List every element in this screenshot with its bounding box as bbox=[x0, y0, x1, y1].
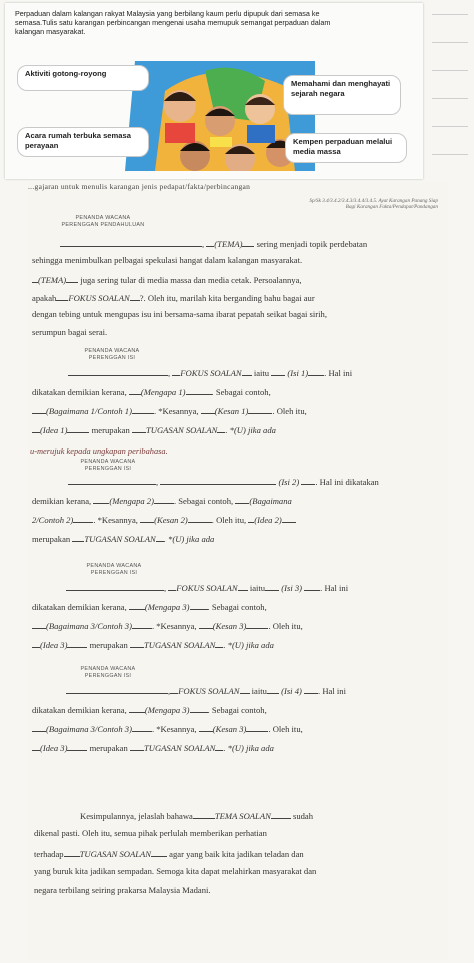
p1-line-2: dikatakan demikian kerana, (Mengapa 1) . Sebagai contoh, bbox=[32, 387, 271, 397]
p4-line-1: , FOKUS SOALAN iaitu (Isi 4) . Hal ini bbox=[66, 684, 346, 697]
question-line: semasa.Tulis satu karangan perbincangan mengenai usaha memupuk semangat perpaduan dalam bbox=[15, 18, 331, 28]
p3-line-2: dikatakan demikian kerana, (Mengapa 3) . Sebagai contoh, bbox=[32, 602, 267, 612]
illustration-banner bbox=[15, 61, 423, 171]
p2-line-4: merupakan TUGASAN SOALAN . *(U) jika ada bbox=[32, 534, 215, 544]
opening-line-5: dengan tebing untuk mengupas isu ini bersama-sama ibarat pepatah seikat bagai sirih, bbox=[32, 309, 327, 319]
closing-line-1: Kesimpulannya, jelaslah bahawa TEMA SOALAN sudah bbox=[80, 811, 314, 821]
discourse-marker-label bbox=[72, 348, 152, 361]
label-text: PENANDA WACANA bbox=[80, 459, 136, 465]
question-card bbox=[5, 3, 423, 179]
label-text: PERENGGAN ISI bbox=[88, 354, 136, 361]
question-line: Perpaduan dalam kalangan rakyat Malaysia yang berbilang kaum perlu dipupuk dari semasa ke bbox=[15, 9, 320, 18]
opening-line-1: , (TEMA) sering menjadi topik perdebatan bbox=[60, 237, 367, 250]
bubble-top-left bbox=[17, 65, 149, 91]
bubble-text: Kempen perpaduan melalui media massa bbox=[293, 137, 393, 156]
bubble-bottom-right bbox=[285, 133, 407, 163]
opening-line-2: sehingga menimbulkan pelbagai spekulasi hangat dalam kalangan masyarakat. bbox=[32, 255, 303, 265]
opening-line-3: (TEMA) juga sering tular di media massa dan media cetak. Persoalannya, bbox=[32, 273, 302, 286]
reference-line: Bagi Karangan Fakta/Pendapat/Pandangan bbox=[345, 204, 438, 211]
p1-line-1: , FOKUS SOALAN iaitu (Isi 1) . Hal ini bbox=[68, 366, 352, 379]
label-text: PENANDA WACANA bbox=[80, 666, 136, 672]
label-text: PENANDA WACANA bbox=[75, 215, 131, 221]
bubble-text: Acara rumah terbuka semasa perayaan bbox=[25, 131, 131, 150]
closing-line-3: terhadap TUGASAN SOALAN agar yang baik kita jadikan teladan dan bbox=[34, 849, 304, 859]
label-text: PERENGGAN ISI bbox=[84, 672, 132, 679]
opening-line-4: apakah FOKUS SOALAN ?. Oleh itu, marilah kita berganding bahu bagai aur bbox=[32, 293, 315, 303]
question-text bbox=[15, 9, 415, 37]
discourse-marker-label bbox=[74, 563, 154, 576]
essay-template-page bbox=[28, 182, 448, 960]
p2-line-1: , (Isi 2) . Hal ini dikatakan bbox=[68, 475, 379, 488]
label-text: PERENGGAN PENDAHULUAN bbox=[61, 221, 145, 228]
label-text: PERENGGAN ISI bbox=[90, 569, 138, 576]
bubble-text: Memahami dan menghayati sejarah negara bbox=[291, 79, 391, 98]
p4-line-2: dikatakan demikian kerana, (Mengapa 3) . Sebagai contoh, bbox=[32, 705, 267, 715]
reference-line: Sp/Sk 3.4/3.4.2/3.4.3/3.4.4/3.4.5. Ayat Karangan Panang Siap bbox=[309, 198, 438, 204]
closing-line-4: yang buruk kita jadikan sempadan. Semoga kita dapat melahirkan masyarakat dan bbox=[34, 866, 317, 876]
question-line: kalangan masyarakat. bbox=[15, 27, 86, 37]
label-text: PENANDA WACANA bbox=[84, 348, 140, 354]
label-text: PERENGGAN ISI bbox=[84, 465, 132, 472]
bubble-text: Aktiviti gotong-royong bbox=[25, 69, 107, 78]
discourse-marker-label bbox=[68, 459, 148, 472]
discourse-marker-label bbox=[58, 215, 148, 228]
discourse-marker-label bbox=[68, 666, 148, 679]
p1-line-4: (Idea 1) merupakan TUGASAN SOALAN . *(U) jika ada bbox=[32, 423, 276, 436]
p2-line-3: 2/Contoh 2) . *Kesannya, (Kesan 2) . Oleh itu, (Idea 2) bbox=[32, 513, 296, 526]
idiom-note: u-merujuk kepada ungkapan peribahasa. bbox=[30, 447, 168, 456]
p4-line-3: (Bagaimana 3/Contoh 3) . *Kesannya, (Kesan 3) . Oleh itu, bbox=[32, 722, 303, 735]
closing-line-5: negara terbilang seiring prakarsa Malaysia Madani. bbox=[34, 885, 211, 895]
closing-line-2: dikenal pasti. Oleh itu, semua pihak perlulah memberikan perhatian bbox=[34, 828, 267, 838]
p3-line-4: (Idea 3) merupakan TUGASAN SOALAN . *(U) jika ada bbox=[32, 638, 274, 651]
bubble-top-right bbox=[283, 75, 401, 115]
opening-line-6: serumpun bagai serai. bbox=[32, 327, 108, 337]
p2-line-2: demikian kerana, (Mengapa 2) . Sebagai contoh, (Bagaimana bbox=[32, 496, 292, 506]
p4-line-4: (Idea 3) merupakan TUGASAN SOALAN . *(U) jika ada bbox=[32, 741, 274, 754]
p1-line-3: (Bagaimana 1/Contoh 1) . *Kesannya, (Kesan 1) . Oleh itu, bbox=[32, 404, 307, 417]
p3-line-1: , FOKUS SOALAN iaitu (Isi 3) . Hal ini bbox=[66, 581, 348, 594]
cropped-heading: ...gajaran untuk menulis karangan jenis pedapat/fakta/perbincangan bbox=[28, 182, 251, 191]
bubble-bottom-left bbox=[17, 127, 149, 157]
reference-note bbox=[309, 198, 438, 211]
label-text: PENANDA WACANA bbox=[86, 563, 142, 569]
p3-line-3: (Bagaimana 3/Contoh 3) . *Kesannya, (Kesan 3) . Oleh itu, bbox=[32, 619, 303, 632]
